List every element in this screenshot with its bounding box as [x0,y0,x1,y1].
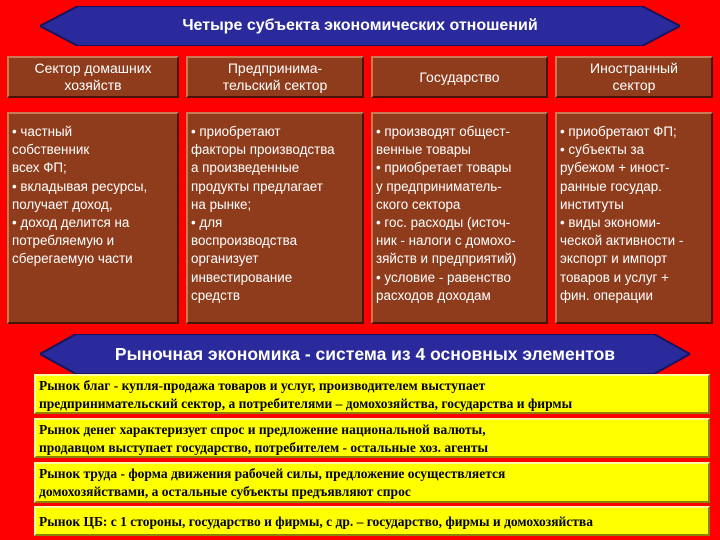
header-government: Государство [371,56,548,98]
header-business: Предпринима- тельский сектор [186,56,364,98]
page-title: Четыре субъекта экономических отношений [182,17,538,34]
body-foreign: • приобретают ФП; • субъекты за рубежом + иност- ранные государ. институты • виды экономи- ческой активности - экспорт и импорт товаров и услуг + фин. операции [555,112,713,324]
market-money: Рынок денег характеризует спрос и предложение национальной валюты, продавцом выступает государство, потребителем - остальные хоз. агенты [34,418,710,458]
body-business: • приобретают факторы производства а произведенные продукты предлагает на рынке; • для воспроизводства организует инвестирование средств [186,112,364,324]
title-banner [40,6,680,46]
market-securities: Рынок ЦБ: с 1 стороны, государство и фирмы, с др. – государство, фирмы и домохозяйства [34,506,710,536]
market-labor: Рынок труда - форма движения рабочей силы, предложение осуществляется домохозяйствами, а остальные субъекты предъявляют спрос [34,462,710,503]
market-banner [40,334,690,374]
body-government: • производят общест- венные товары • приобретает товары у предприниматель- ского сектора • гос. расходы (источ- ник - налоги с домохо- зяйств и предприятий) • условие - равенство расходов доходам [371,112,548,324]
header-households: Сектор домашних хозяйств [7,56,179,98]
market-title: Рыночная экономика - система из 4 основных элементов [114,343,616,364]
market-goods: Рынок благ - купля-продажа товаров и услуг, производителем выступает предпринимательский сектор, а потребителями – домохозяйства, государства и фирмы [34,374,710,414]
body-households: • частный собственник всех ФП; • вкладывая ресурсы, получает доход, • доход делится на потребляемую и сберегаемую части [7,112,179,324]
header-foreign: Иностранный сектор [555,56,713,98]
